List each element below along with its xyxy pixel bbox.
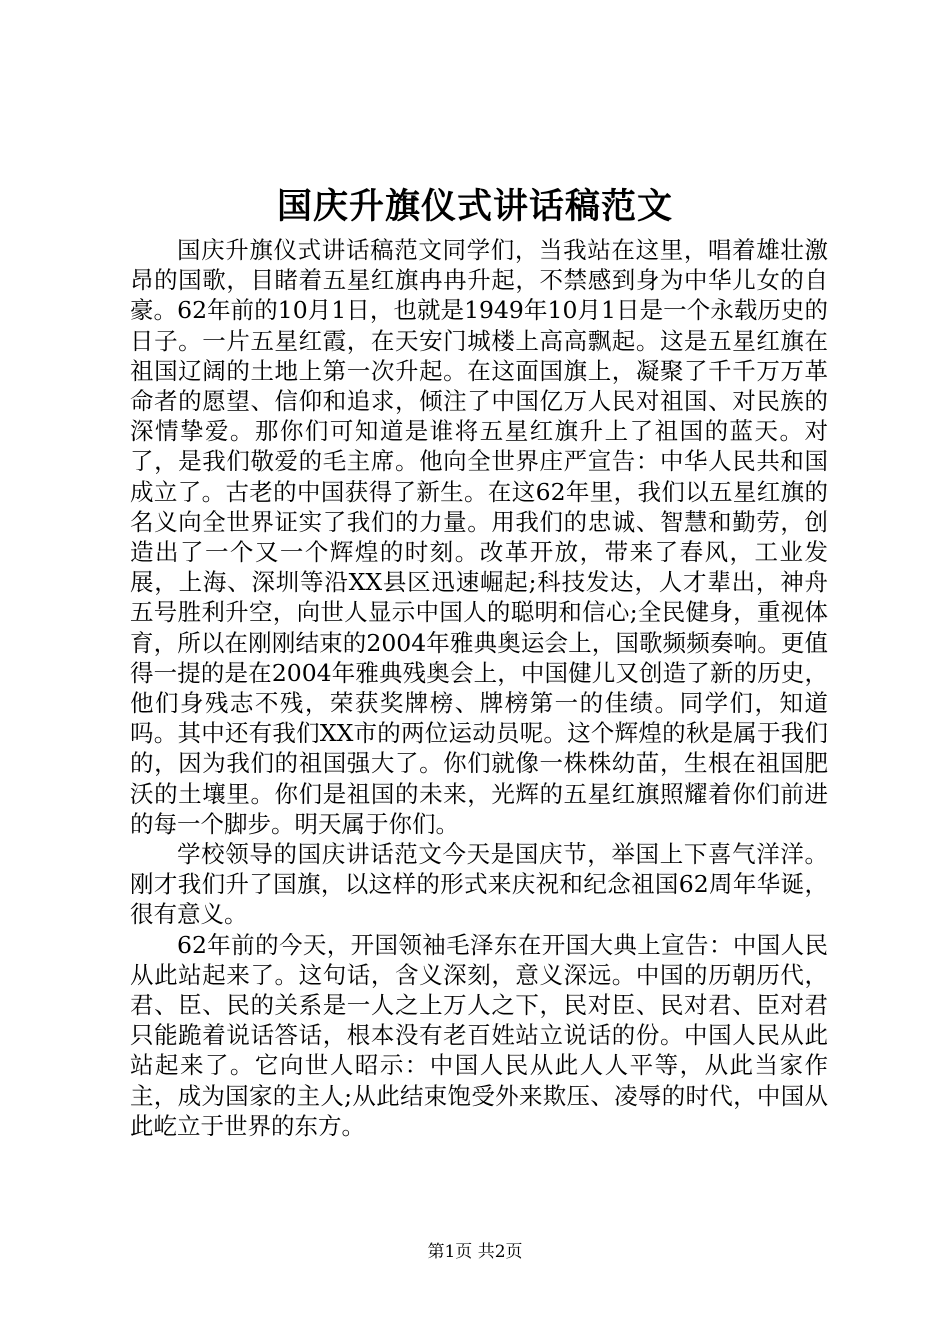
paragraph-2: 学校领导的国庆讲话范文今天是国庆节，举国上下喜气洋洋。刚才我们升了国旗，以这样的形式来庆祝和纪念祖国62周年华诞，很有意义。 xyxy=(130,840,828,929)
document-body xyxy=(130,235,828,1141)
page-footer: 第1页 共2页 xyxy=(427,1242,523,1262)
paragraph-3: 62年前的今天，开国领袖毛泽东在开国大典上宣告：中国人民从此站起来了。这句话，含义深刻，意义深远。中国的历朝历代，君、臣、民的关系是一人之上万人之下，民对臣、民对君、臣对君只能跪着说话答话，根本没有老百姓站立说话的份。中国人民从此站起来了。它向世人昭示：中国人民从此人人平等，从此当家作主，成为国家的主人;从此结束饱受外来欺压、凌辱的时代，中国从此屹立于世界的东方。 xyxy=(130,930,828,1140)
document-title: 国庆升旗仪式讲话稿范文 xyxy=(276,186,673,227)
paragraph-1: 国庆升旗仪式讲话稿范文同学们，当我站在这里，唱着雄壮激昂的国歌，目睹着五星红旗冉冉升起，不禁感到身为中华儿女的自豪。62年前的10月1日，也就是1949年10月1日是一个永载历史的日子。一片五星红霞，在天安门城楼上高高飘起。这是五星红旗在祖国辽阔的土地上第一次升起。在这面国旗上，凝聚了千千万万革命者的愿望、信仰和追求，倾注了中国亿万人民对祖国、对民族的深情挚爱。那你们可知道是谁将五星红旗升上了祖国的蓝天。对了，是我们敬爱的毛主席。他向全世界庄严宣告：中华人民共和国成立了。古老的中国获得了新生。在这62年里，我们以五星红旗的名义向全世界证实了我们的力量。用我们的忠诚、智慧和勤劳，创造出了一个又一个辉煌的时刻。改革开放，带来了春风，工业发展，上海、深圳等沿XX县区迅速崛起;科技发达，人才辈出，神舟五号胜利升空，向世人显示中国人的聪明和信心;全民健身，重视体育，所以在刚刚结束的2004年雅典奥运会上，国歌频频奏响。更值得一提的是在2004年雅典残奥会上，中国健儿又创造了新的历史，他们身残志不残，荣获奖牌榜、牌榜第一的佳绩。同学们，知道吗。其中还有我们XX市的两位运动员呢。这个辉煌的秋是属于我们的，因为我们的祖国强大了。你们就像一株株幼苗，生根在祖国肥沃的土壤里。你们是祖国的未来，光辉的五星红旗照耀着你们前进的每一个脚步。明天属于你们。 xyxy=(130,236,828,838)
